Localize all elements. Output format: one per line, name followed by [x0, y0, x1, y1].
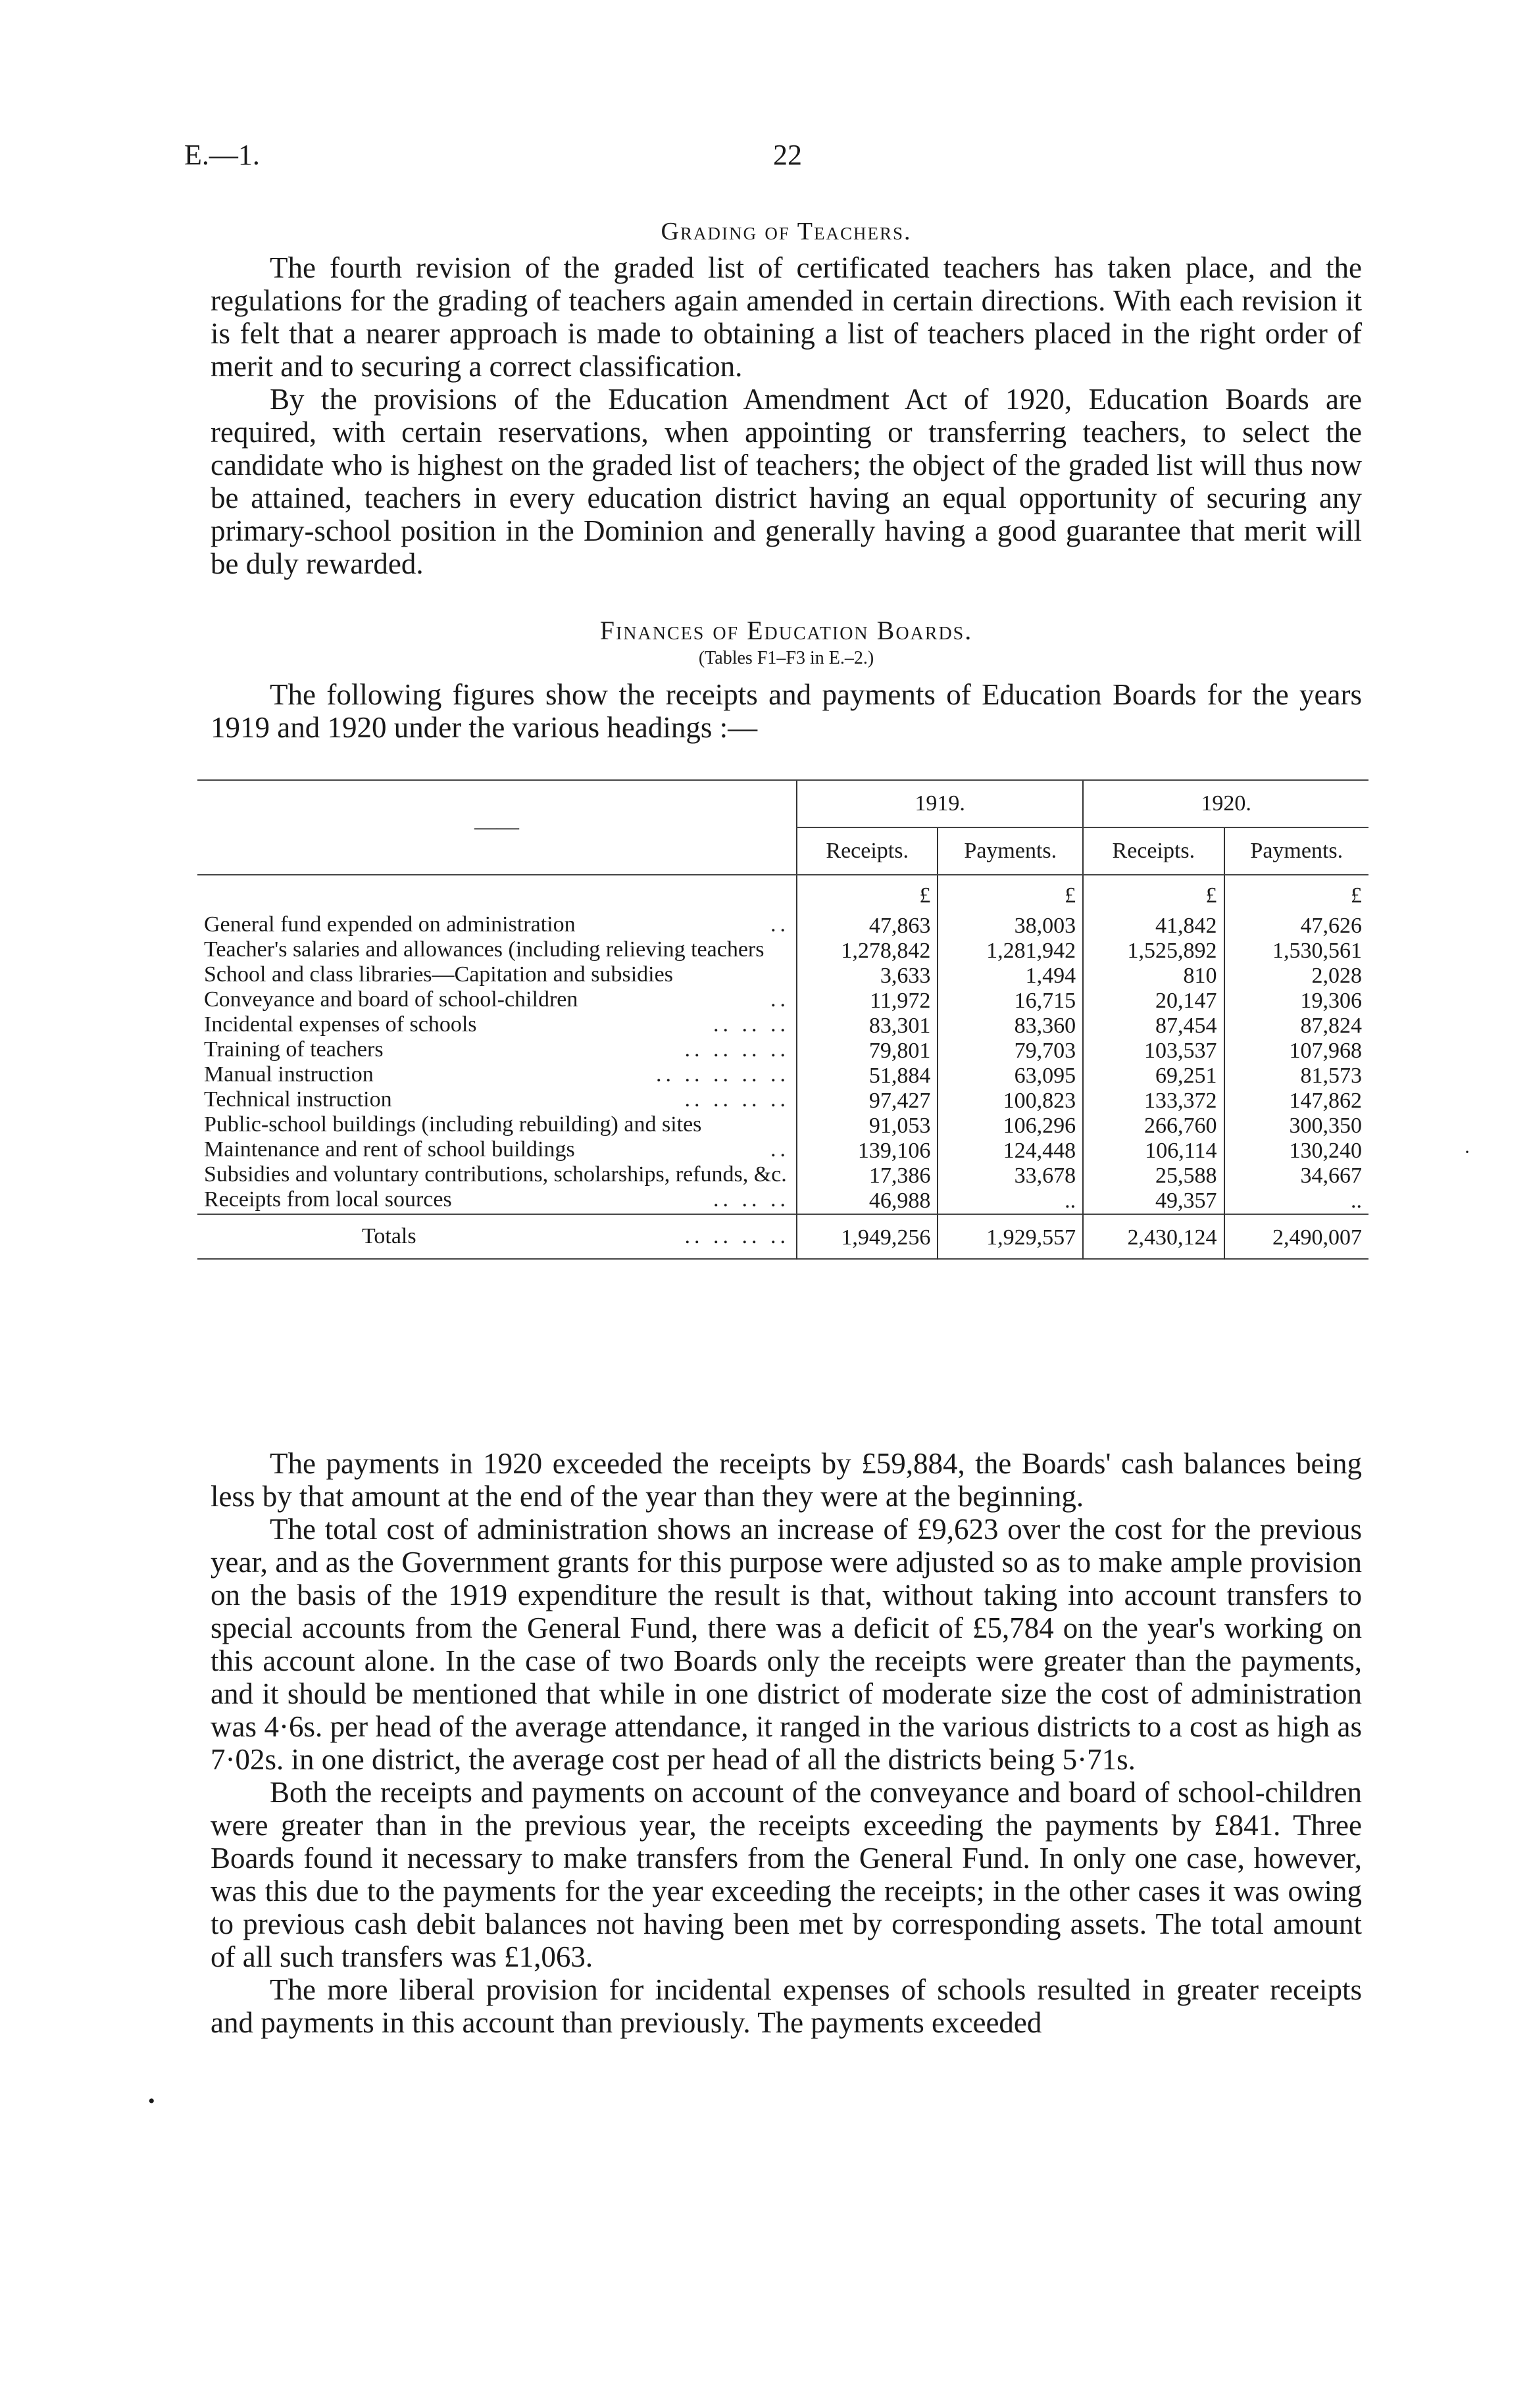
row-label: Manual instruction	[204, 1062, 374, 1087]
grading-section	[211, 217, 1362, 580]
row-label: Conveyance and board of school-children	[204, 987, 578, 1012]
currency-unit: £	[1083, 875, 1224, 914]
finances-intro: The following figures show the receipts and payments of Education Boards for the years 1919 and 1920 under the various headings :—	[211, 678, 1362, 744]
cell-receipts-1919: 46,988	[797, 1189, 938, 1214]
table-row	[197, 1064, 1368, 1089]
row-label: Incidental expenses of schools	[204, 1012, 477, 1037]
row-dots: .. .. ..	[713, 1012, 790, 1037]
table-row	[197, 1014, 1368, 1039]
cell-payments-1919: 38,003	[938, 914, 1083, 939]
discussion-paragraph-2: The total cost of administration shows an increase of £9,623 over the cost for the previous year, and as the Government grants for this purpose were adjusted so as to make ample provision on the basis of the 1919 expenditure the result is that, without taking into account transfers to special accounts from the General Fund, there was a deficit of £5,784 on the year's working on this account alone. In the case of two Boards only the receipts were greater than the payments, and it should be mentioned that while in one district of moderate size the cost of administration was 4·6s. per head of the average attendance, it ranged in the various districts to a cost as high as 7·02s. in one district, the average cost per head of all the districts being 5·71s.	[211, 1513, 1362, 1776]
total-payments-1919: 1,929,557	[938, 1214, 1083, 1259]
row-label: General fund expended on administration	[204, 912, 576, 937]
currency-unit: £	[1224, 875, 1368, 914]
cell-payments-1920: ..	[1224, 1189, 1368, 1214]
cell-payments-1920: 47,626	[1224, 914, 1368, 939]
cell-receipts-1919: 47,863	[797, 914, 938, 939]
margin-mark: •	[148, 2090, 155, 2112]
table-row	[197, 1189, 1368, 1214]
finances-table	[197, 781, 1368, 1262]
finances-heading: Finances of Education Boards.	[599, 616, 973, 645]
row-label: School and class libraries—Capitation and subsidies	[204, 962, 673, 987]
row-label: Receipts from local sources	[204, 1187, 452, 1212]
margin-mark: ·	[1464, 1141, 1470, 1163]
table-row	[197, 1164, 1368, 1189]
totals-label: Totals	[362, 1224, 416, 1248]
discussion-section	[211, 1447, 1362, 2039]
totals-dots: .. .. .. ..	[684, 1224, 790, 1248]
total-receipts-1919: 1,949,256	[797, 1214, 938, 1259]
cell-receipts-1919: 51,884	[797, 1064, 938, 1089]
cell-receipts-1920: 20,147	[1083, 989, 1224, 1014]
cell-payments-1920: 107,968	[1224, 1039, 1368, 1064]
col-header-receipts-1919: Receipts.	[797, 827, 938, 875]
cell-receipts-1919: 79,801	[797, 1039, 938, 1064]
cell-receipts-1920: 106,114	[1083, 1139, 1224, 1164]
discussion-paragraph-1: The payments in 1920 exceeded the receipts by £59,884, the Boards' cash balances being less by that amount at the end of the year than they were at the beginning.	[211, 1447, 1362, 1513]
discussion-paragraph-4: The more liberal provision for incidental expenses of schools resulted in greater receipts and payments in this account than previously. The payments exceeded	[211, 1973, 1362, 2039]
currency-row	[197, 875, 1368, 914]
cell-receipts-1920: 41,842	[1083, 914, 1224, 939]
finances-subheading: (Tables F1–F3 in E.–2.)	[698, 648, 874, 668]
table-body	[197, 875, 1368, 1214]
cell-receipts-1919: 91,053	[797, 1114, 938, 1139]
totals-row	[197, 1214, 1368, 1259]
cell-payments-1919: 106,296	[938, 1114, 1083, 1139]
row-label: Training of teachers	[204, 1037, 384, 1062]
cell-payments-1920: 147,862	[1224, 1089, 1368, 1114]
table-row	[197, 1114, 1368, 1139]
cell-receipts-1919: 97,427	[797, 1089, 938, 1114]
year-1920-header: 1920.	[1083, 781, 1368, 827]
cell-payments-1920: 1,530,561	[1224, 939, 1368, 964]
col-header-payments-1919: Payments.	[938, 827, 1083, 875]
total-receipts-1920: 2,430,124	[1083, 1214, 1224, 1259]
cell-payments-1920: 87,824	[1224, 1014, 1368, 1039]
cell-payments-1919: ..	[938, 1189, 1083, 1214]
row-dots: .. .. .. .. ..	[656, 1062, 790, 1087]
cell-payments-1919: 1,281,942	[938, 939, 1083, 964]
currency-unit: £	[797, 875, 938, 914]
cell-payments-1920: 19,306	[1224, 989, 1368, 1014]
row-label: Maintenance and rent of school buildings	[204, 1137, 575, 1162]
cell-receipts-1920: 87,454	[1083, 1014, 1224, 1039]
cell-payments-1919: 1,494	[938, 964, 1083, 989]
table-stub-header: ——	[197, 781, 797, 875]
cell-payments-1920: 34,667	[1224, 1164, 1368, 1189]
col-header-payments-1920: Payments.	[1224, 827, 1368, 875]
cell-payments-1919: 33,678	[938, 1164, 1083, 1189]
grading-paragraph-2: By the provisions of the Education Amendment Act of 1920, Education Boards are required, with certain reservations, when appointing or transferring teachers, to select the candidate who is highest on the graded list of teachers; the object of the graded list will thus now be attained, teachers in every education district having an equal opportunity of securing any primary-school position in the Dominion and generally having a good guarantee that merit will be duly rewarded.	[211, 383, 1362, 580]
col-header-receipts-1920: Receipts.	[1083, 827, 1224, 875]
cell-payments-1920: 81,573	[1224, 1064, 1368, 1089]
row-dots: .. .. ..	[713, 1187, 790, 1212]
cell-payments-1919: 63,095	[938, 1064, 1083, 1089]
table-bottom-rule	[197, 1259, 1368, 1262]
currency-unit: £	[938, 875, 1083, 914]
page-header	[184, 138, 1368, 178]
cell-receipts-1920: 133,372	[1083, 1089, 1224, 1114]
year-1919-header: 1919.	[797, 781, 1083, 827]
cell-receipts-1919: 83,301	[797, 1014, 938, 1039]
grading-heading: Grading of Teachers.	[661, 218, 912, 245]
row-dots: ..	[770, 1137, 790, 1162]
cell-receipts-1920: 103,537	[1083, 1039, 1224, 1064]
cell-payments-1919: 83,360	[938, 1014, 1083, 1039]
table-row	[197, 1089, 1368, 1114]
cell-receipts-1919: 3,633	[797, 964, 938, 989]
document-reference: E.—1.	[184, 139, 260, 171]
page-number: 22	[773, 139, 802, 171]
table-row	[197, 914, 1368, 939]
cell-receipts-1920: 25,588	[1083, 1164, 1224, 1189]
row-dots: .. .. .. ..	[684, 1037, 790, 1062]
total-payments-1920: 2,490,007	[1224, 1214, 1368, 1259]
cell-receipts-1919: 1,278,842	[797, 939, 938, 964]
table-row	[197, 939, 1368, 964]
cell-receipts-1920: 49,357	[1083, 1189, 1224, 1214]
cell-payments-1919: 16,715	[938, 989, 1083, 1014]
row-label: Teacher's salaries and allowances (including relieving teachers	[204, 937, 765, 962]
row-label: Public-school buildings (including rebuilding) and sites	[204, 1112, 702, 1137]
finances-section	[211, 615, 1362, 744]
row-dots: .. .. .. ..	[684, 1087, 790, 1112]
table-row	[197, 989, 1368, 1014]
discussion-paragraph-3: Both the receipts and payments on account of the conveyance and board of school-children were greater than in the previous year, the receipts exceeding the payments by £841. Three Boards found it necessary to make transfers from the General Fund. In only one case, however, was this due to the payments for the year exceeding the receipts; in the other cases it was owing to previous cash debit balances not having been met by corresponding assets. The total amount of all such transfers was £1,063.	[211, 1776, 1362, 1973]
table-row	[197, 964, 1368, 989]
cell-payments-1920: 2,028	[1224, 964, 1368, 989]
row-dots: ..	[770, 912, 790, 937]
cell-payments-1919: 79,703	[938, 1039, 1083, 1064]
cell-receipts-1920: 266,760	[1083, 1114, 1224, 1139]
cell-receipts-1919: 11,972	[797, 989, 938, 1014]
grading-paragraph-1: The fourth revision of the graded list of certificated teachers has taken place, and the regulations for the grading of teachers again amended in certain directions. With each revision it is felt that a nearer approach is made to obtaining a list of teachers placed in the right order of merit and to securing a correct classification.	[211, 251, 1362, 383]
row-label: Technical instruction	[204, 1087, 392, 1112]
cell-receipts-1920: 1,525,892	[1083, 939, 1224, 964]
cell-payments-1920: 300,350	[1224, 1114, 1368, 1139]
cell-payments-1919: 100,823	[938, 1089, 1083, 1114]
cell-receipts-1919: 139,106	[797, 1139, 938, 1164]
row-dots: ..	[770, 987, 790, 1012]
row-label: Subsidies and voluntary contributions, scholarships, refunds, &c.	[204, 1162, 787, 1187]
cell-receipts-1920: 69,251	[1083, 1064, 1224, 1089]
cell-receipts-1919: 17,386	[797, 1164, 938, 1189]
cell-receipts-1920: 810	[1083, 964, 1224, 989]
cell-payments-1920: 130,240	[1224, 1139, 1368, 1164]
cell-payments-1919: 124,448	[938, 1139, 1083, 1164]
table-row	[197, 1039, 1368, 1064]
table-row	[197, 1139, 1368, 1164]
